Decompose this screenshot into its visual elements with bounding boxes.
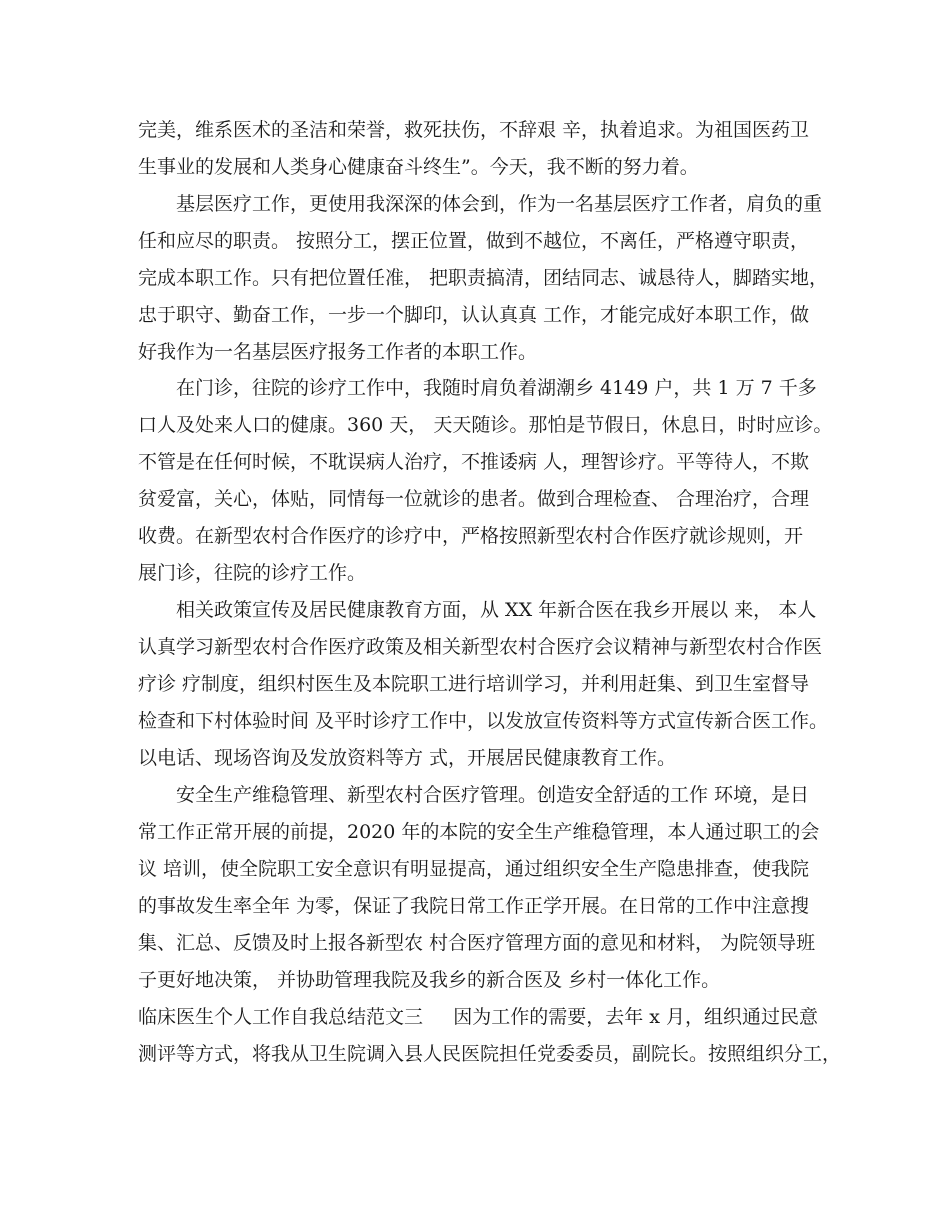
text-line: 认真学习新型农村合作医疗政策及相关新型农村合医疗会议精神与新型农村合作医: [138, 636, 823, 658]
text-line: 测评等方式，将我从卫生院调入县人民医院担任党委委员，副院长。按照组织分工，: [138, 1043, 842, 1065]
text-line: 不管是在任何时候，不耽误病人治疗，不推诿病 人，理智诊疗。平等待人，不欺: [138, 451, 810, 473]
text-line: 疗诊 疗制度，组织村医生及本院职工进行培训学习，并利用赶集、到卫生室督导: [138, 673, 810, 695]
text-line: 收费。在新型农村合作医疗的诊疗中，严格按照新型农村合作医疗就诊规则，开: [138, 525, 804, 547]
paragraph-start-line: 基层医疗工作，更使用我深深的体会到，作为一名基层医疗工作者，肩负的重: [176, 193, 823, 215]
text-line: 任和应尽的职责。 按照分工，摆正位置，做到不越位，不离任，严格遵守职责，: [138, 230, 810, 252]
text-line: 贫爱富，关心，体贴，同情每一位就诊的患者。做到合理检查、 合理治疗，合理: [138, 488, 810, 510]
text-line: 常工作正常开展的前提，2020 年的本院的安全生产维稳管理，本人通过职工的会: [138, 821, 820, 843]
text-line: 以电话、现场咨询及发放资料等方 式，开展居民健康教育工作。: [138, 747, 677, 769]
paragraph-start-line: 相关政策宣传及居民健康教育方面，从 XX 年新合医在我乡开展以 来， 本人: [176, 599, 817, 621]
paragraph-start-line: 在门诊，往院的诊疗工作中，我随时肩负着湖潮乡 4149 户，共 1 万 7 千多: [176, 377, 817, 399]
text-line: 好我作为一名基层医疗报务工作者的本职工作。: [138, 341, 538, 363]
text-line: 的事故发生率全年 为零，保证了我院日常工作正学开展。在日常的工作中注意搜: [138, 895, 810, 917]
text-line: 生事业的发展和人类身心健康奋斗终生”。今天，我不断的努力着。: [138, 156, 699, 178]
text-line: 子更好地决策， 并协助管理我院及我乡的新合医及 乡村一体化工作。: [138, 969, 721, 991]
text-line: 口人及处来人口的健康。360 天， 天天随诊。那怕是节假日，休息日，时时应诊。: [138, 414, 833, 436]
text-line: 忠于职守、勤奋工作，一步一个脚印，认认真真 工作，才能完成好本职工作，做: [138, 304, 810, 326]
text-line: 完成本职工作。只有把位置任准， 把职责搞清，团结同志、诚恳待人，脚踏实地，: [138, 267, 829, 289]
text-line: 展门诊，往院的诊疗工作。: [138, 562, 367, 584]
text-line: 完美，维系医术的圣洁和荣誉，救死扶伤，不辞艰 辛，执着追求。为祖国医药卫: [138, 119, 810, 141]
text-line: 议 培训，使全院职工安全意识有明显提高，通过组织安全生产隐患排查，使我院: [138, 858, 810, 880]
text-line: 检查和下村体验时间 及平时诊疗工作中，以发放宣传资料等方式宣传新合医工作。: [138, 710, 829, 732]
section-title-line: 临床医生个人工作自我总结范文三 因为工作的需要，去年 x 月，组织通过民意: [138, 1006, 818, 1028]
text-line: 集、汇总、反馈及时上报各新型农 村合医疗管理方面的意见和材料， 为院领导班: [138, 932, 816, 954]
paragraph-start-line: 安全生产维稳管理、新型农村合医疗管理。创造安全舒适的工作 环境，是日: [176, 784, 810, 806]
